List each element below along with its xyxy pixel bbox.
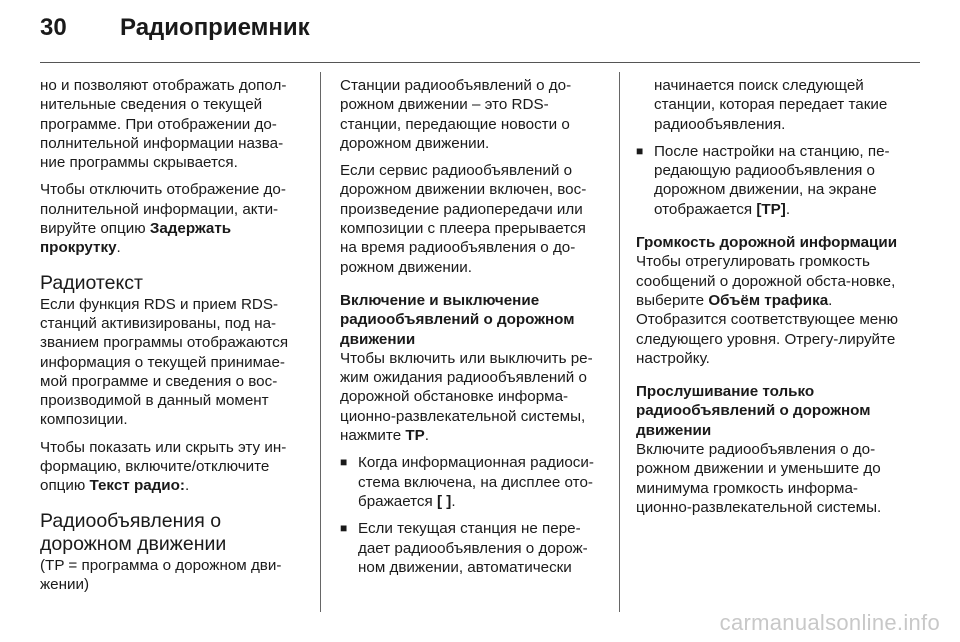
subsection-heading-volume: Громкость дорожной информации [636,234,898,252]
section-heading-radiotext: Радиотекст [40,271,143,294]
bullet-text: начинается поиск следующей станции, которая передает такие радиообъявления. [654,77,888,133]
bullet-square-icon: ■ [340,455,348,470]
section-heading-traffic: Радиообъявления о дорожном движении [40,509,227,555]
paragraph [340,349,606,445]
subsection-heading-listen: Прослушивание только радиообъявлений о дорожном движении [636,383,871,439]
subsection-heading-onoff: Включение и выключение радиообъявлений о дорожном движении [340,291,575,348]
paragraph: (TP = программа о дорожном дви-жении) [40,556,282,593]
option-name: Текст радио: [89,477,185,495]
bullet-item [340,453,606,511]
option-name: Объём трафика [708,291,829,309]
bullet-square-icon: ■ [636,143,644,158]
display-symbol: [TP] [756,200,786,218]
header-rule [40,62,920,63]
bullet-item [340,519,606,577]
bullet-text [654,142,904,219]
bullet-item [636,142,904,219]
column-2 [340,76,606,585]
column-divider [619,72,620,612]
bullet-text: Если текущая станция не пере-дает радиообъявления о дорож-ном движении, автоматически [358,520,588,576]
bullet-text-part: После настройки на станцию, пе-редающую радиообъявления о дорожном движении, на экране отображается [654,142,890,218]
punctuation: . [785,200,791,218]
punctuation: . [116,239,121,257]
punctuation: . [184,477,190,495]
paragraph-text: . Отобразится соответствующее меню следующего уровня. Отрегу-лируйте настройку. [636,291,899,367]
watermark: carmanualsonline.info [719,610,940,635]
bullet-text [358,453,606,511]
bullet-indent [636,76,654,134]
option-name: Задержать прокрутку [40,220,232,257]
page-header [40,14,310,42]
paragraph: Если функция RDS и прием RDS-станций активизированы, под на-званием программы отображаются информация о текущей принимае-мой программе и сведения о вос-производимой в данный момент композиции. [40,295,289,429]
paragraph-text: Чтобы отключить отображение до-полнительной информации, акти-вируйте опцию [40,181,286,238]
paragraph: Если сервис радиообъявлений о дорожном движении включен, вос-произведение радиопередачи или композиции с плеера прерывается на время радиообъявления о до-рожном движении. [340,162,587,276]
bullet-continuation [636,76,904,134]
column-1 [40,76,308,602]
display-symbol: [ ] [436,492,452,510]
paragraph [40,438,308,496]
paragraph: Станции радиообъявлений о до-рожном движении – это RDS-станции, передающие новости о дорожном движении. [340,77,572,152]
bullet-square-icon: ■ [340,521,348,536]
column-3 [636,76,904,525]
paragraph [636,252,904,368]
paragraph-text: Чтобы отрегулировать громкость сообщений о дорожной обста-новке, выберите [636,253,896,309]
paragraph: но и позволяют отображать допол-нительные сведения о текущей программе. При отображении до-полнительной информации назва-ние программы скрывается. [40,77,287,172]
page-number: 30 [40,14,67,41]
button-name: TP [405,427,425,445]
paragraph [40,180,308,257]
paragraph-text: Чтобы включить или выключить ре-жим ожидания радиообъявлений о дорожной обстановке информа-ционно-развлекательной системы, нажмите [340,349,593,445]
paragraph: Включите радиообъявления о до-рожном движении и уменьшите до минимума громкость информа-ционно-развлекательной системы. [636,441,882,516]
bullet-text-part: Когда информационная радиоси-стема включена, на дисплее ото-бражается [358,454,594,510]
column-divider [320,72,321,612]
punctuation: . [451,492,456,510]
page-title: Радиоприемник [120,14,310,41]
paragraph-text: Чтобы показать или скрыть эту ин-формацию, включите/отключите опцию [40,438,287,495]
punctuation: . [424,427,430,445]
